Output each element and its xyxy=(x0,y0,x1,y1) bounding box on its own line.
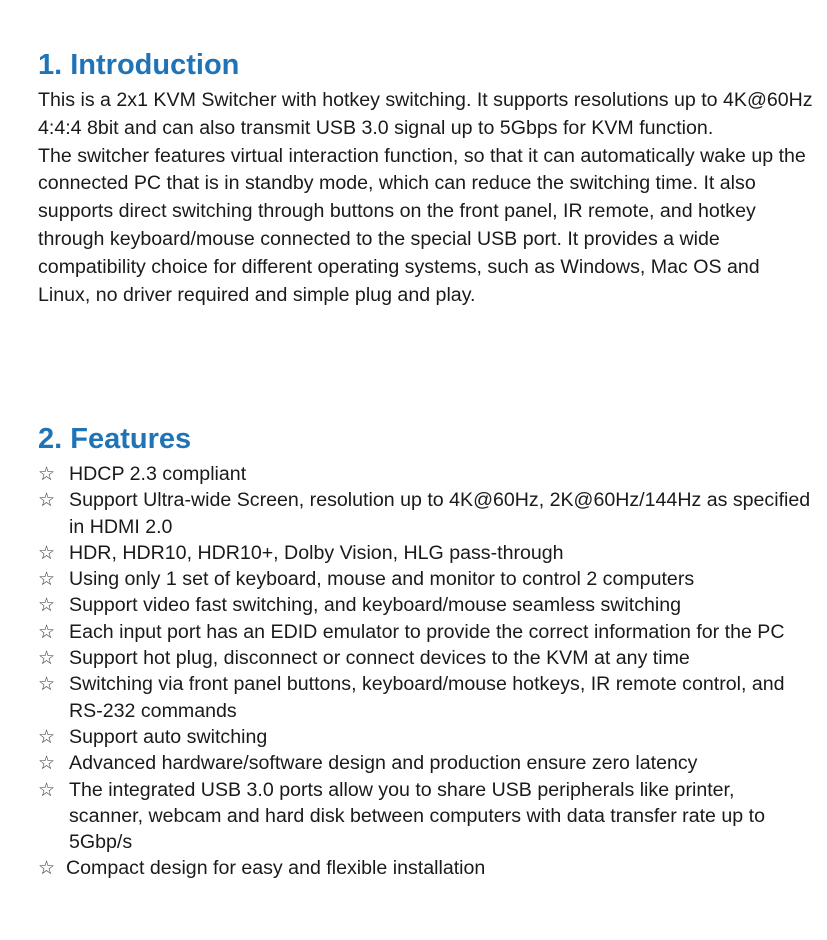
feature-item xyxy=(38,645,813,671)
star-bullet-icon: ☆ xyxy=(38,752,56,775)
star-bullet-icon: ☆ xyxy=(38,673,56,696)
star-bullet-icon: ☆ xyxy=(38,778,56,801)
feature-item xyxy=(38,671,813,724)
star-bullet-icon: ☆ xyxy=(38,857,56,880)
feature-text: Support Ultra-wide Screen, resolution up to 4K@60Hz, 2K@60Hz/144Hz as specified in HDMI 2.0 xyxy=(69,489,811,538)
feature-item xyxy=(38,855,813,881)
feature-item xyxy=(38,487,813,540)
introduction-heading: 1. Introduction xyxy=(38,49,240,81)
star-bullet-icon: ☆ xyxy=(38,568,56,591)
star-bullet-icon: ☆ xyxy=(38,489,56,512)
feature-item xyxy=(38,750,813,776)
star-bullet-icon: ☆ xyxy=(38,594,56,617)
feature-text: Using only 1 set of keyboard, mouse and monitor to control 2 computers xyxy=(69,568,695,591)
feature-text: HDR, HDR10, HDR10+, Dolby Vision, HLG pass-through xyxy=(69,541,564,564)
introduction-paragraph: This is a 2x1 KVM Switcher with hotkey switching. It supports resolutions up to 4K@60Hz 4:4:4 8bit and can also transmit USB 3.0 signal up to 5Gbps for KVM function. xyxy=(38,89,813,139)
feature-item xyxy=(38,540,813,566)
feature-item xyxy=(38,724,813,750)
feature-text: Support video fast switching, and keyboard/mouse seamless switching xyxy=(69,594,682,617)
feature-item xyxy=(38,461,813,487)
feature-text: Switching via front panel buttons, keyboard/mouse hotkeys, IR remote control, and RS-232 commands xyxy=(69,673,785,722)
feature-text: Compact design for easy and flexible installation xyxy=(66,857,486,880)
star-bullet-icon: ☆ xyxy=(38,541,56,564)
feature-text: The integrated USB 3.0 ports allow you to share USB peripherals like printer, scanner, webcam and hard disk between computers with data transfer rate up to 5Gbp/s xyxy=(69,778,765,854)
feature-item xyxy=(38,592,813,618)
features-heading: 2. Features xyxy=(38,423,192,455)
feature-text: Advanced hardware/software design and production ensure zero latency xyxy=(69,752,698,775)
star-bullet-icon: ☆ xyxy=(38,725,56,748)
feature-item xyxy=(38,777,813,856)
feature-text: Support auto switching xyxy=(69,725,268,748)
star-bullet-icon: ☆ xyxy=(38,463,56,485)
feature-text: Each input port has an EDID emulator to provide the correct information for the PC xyxy=(69,620,785,643)
introduction-paragraph: The switcher features virtual interaction function, so that it can automatically wake up the connected PC that is in standby mode, which can reduce the switching time. It also supports direct switching through buttons on the front panel, IR remote, and hotkey through keyboard/mouse connected to the special USB port. It provides a wide compatibility choice for different operating systems, such as Windows, Mac OS and Linux, no driver required and simple plug and play. xyxy=(38,144,806,306)
feature-text: Support hot plug, disconnect or connect devices to the KVM at any time xyxy=(69,647,690,670)
feature-list xyxy=(38,461,813,882)
feature-item xyxy=(38,619,813,645)
star-bullet-icon: ☆ xyxy=(38,647,56,670)
star-bullet-icon: ☆ xyxy=(38,620,56,643)
feature-text: HDCP 2.3 compliant xyxy=(69,463,247,485)
introduction-body xyxy=(38,87,813,309)
feature-item xyxy=(38,566,813,592)
